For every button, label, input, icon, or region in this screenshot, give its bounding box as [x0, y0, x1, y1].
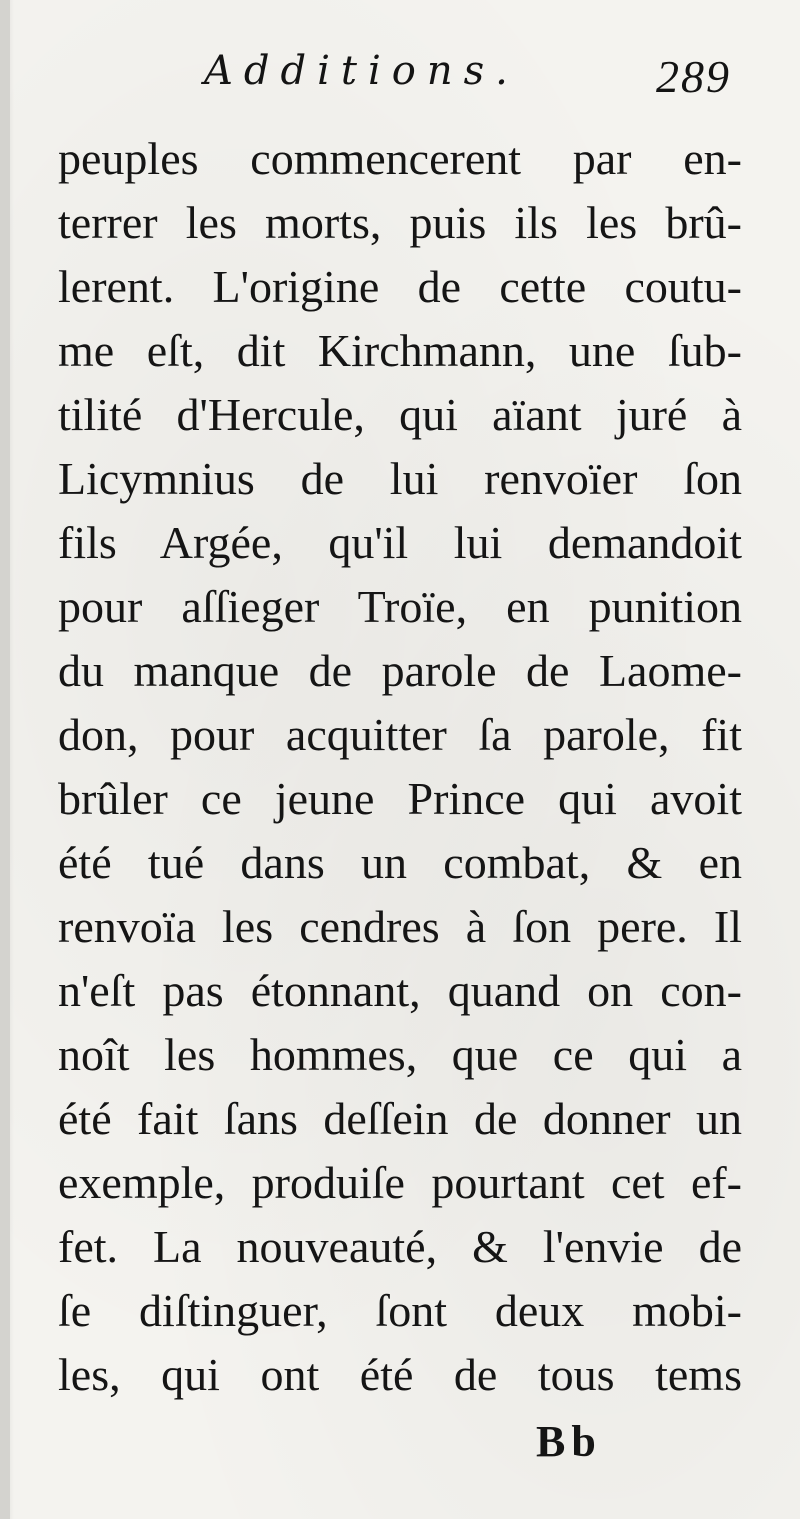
page-header — [0, 48, 800, 112]
text-line: Licymnius de lui renvoïer ſon — [58, 453, 742, 504]
text-line: lerent. L'origine de cette coutu- — [58, 261, 742, 312]
text-line: tilité d'Hercule, qui aïant juré à — [58, 389, 742, 440]
text-line: du manque de parole de Laome- — [58, 645, 742, 696]
text-line: exemple, produiſe pourtant cet ef- — [58, 1157, 742, 1208]
text-line: brûler ce jeune Prince qui avoit — [58, 773, 742, 824]
text-line: renvoïa les cendres à ſon pere. Il — [58, 901, 742, 952]
text-line: ſe diſtinguer, ſont deux mobi- — [58, 1285, 742, 1336]
page-number: 289 — [656, 51, 731, 102]
text-line: noît les hommes, que ce qui a — [58, 1029, 742, 1080]
text-line: terrer les morts, puis ils les brû- — [58, 197, 742, 248]
text-line: les, qui ont été de tous tems — [58, 1349, 742, 1400]
text-line: fet. La nouveauté, & l'envie de — [58, 1221, 742, 1272]
text-line: me eſt, dit Kirchmann, une ſub- — [58, 325, 742, 376]
signature-mark: Bb — [536, 1417, 602, 1466]
text-line: pour aſſieger Troïe, en punition — [58, 581, 742, 632]
text-line: fils Argée, qu'il lui demandoit — [58, 517, 742, 568]
text-line: été fait ſans deſſein de donner un — [58, 1093, 742, 1144]
text-line: n'eſt pas étonnant, quand on con- — [58, 965, 742, 1016]
page-gutter-shadow — [0, 0, 10, 1519]
text-line: don, pour acquitter ſa parole, fit — [58, 709, 742, 760]
text-line: peuples commencerent par en- — [58, 133, 742, 184]
running-title: Additions. — [204, 48, 519, 94]
text-line: été tué dans un combat, & en — [58, 837, 742, 888]
